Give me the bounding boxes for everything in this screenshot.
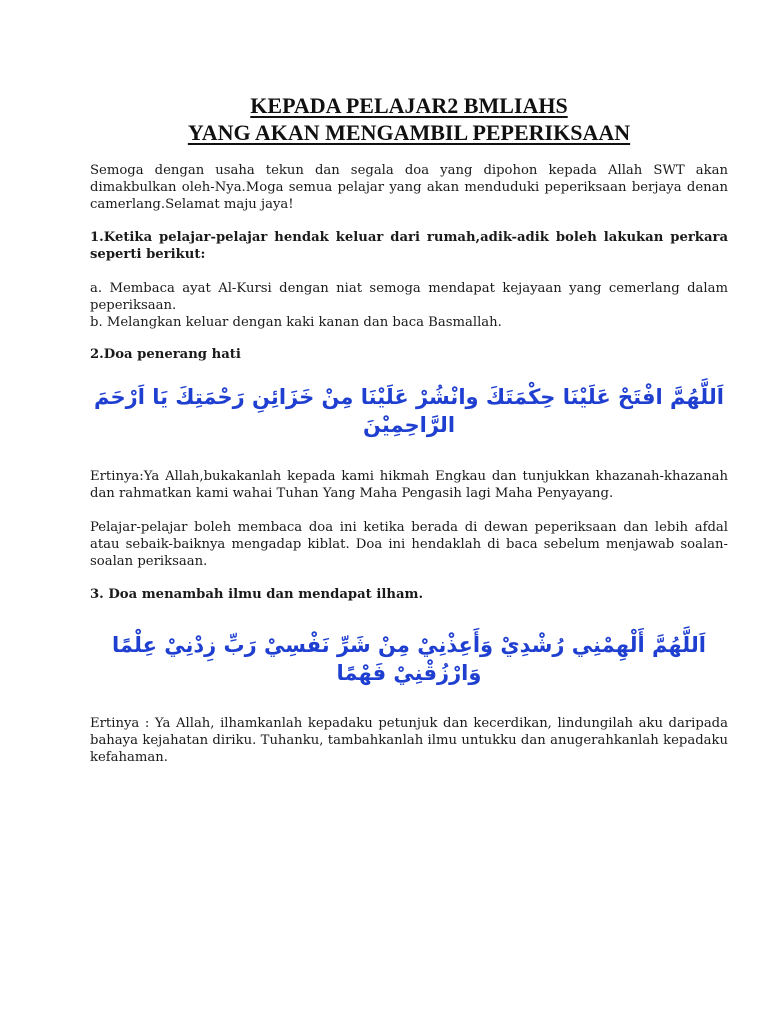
section-2-heading: 2.Doa penerang hati xyxy=(90,347,241,362)
arabic-prayer-1: اَللَّهُمَّ افْتَحْ عَلَيْنَا حِكْمَتَكَ وانْشُرْ عَلَيْنَا مِنْ خَزَائِنِ رَحْمَتِكَ يَا اَرْحَمَ الرَّاحِمِيْنَ xyxy=(94,385,724,437)
arabic-prayer-2: اَللَّهُمَّ أَلْهِمْنِي رُشْدِيْ وَأَعِذْنِيْ مِنْ شَرِّ نَفْسِيْ رَبِّ زِدْنِيْ عِلْمًا وَارْزُقْنِيْ فَهْمًا xyxy=(112,633,706,685)
title-line-2: YANG AKAN MENGAMBIL PEPERIKSAAN xyxy=(187,120,631,145)
section-1-list xyxy=(90,280,728,331)
translation-paragraph-2: Ertinya : Ya Allah, ilhamkanlah kepadaku petunjuk dan kecerdikan, lindungilah aku daripada bahaya kejahatan diriku. Tuhanku, tambahkanlah ilmu untukku dan anugerahkanlah kepadaku kefahaman. xyxy=(90,716,728,765)
section-3-heading: 3. Doa menambah ilmu dan mendapat ilham. xyxy=(90,587,424,602)
intro-paragraph: Semoga dengan usaha tekun dan segala doa yang dipohon kepada Allah SWT akan dimakbulkan oleh-Nya.Moga semua pelajar yang akan menduduki peperiksaan berjaya denan camerlang.Selamat maju jaya! xyxy=(90,163,728,212)
title-line-1: KEPADA PELAJAR2 BMLIAHS xyxy=(250,93,568,118)
note-paragraph: Pelajar-pelajar boleh membaca doa ini ketika berada di dewan peperiksaan dan lebih afdal atau sebaik-baiknya mengadap kiblat. Doa ini hendaklah di baca sebelum menjawab soalan-soalan periksaan. xyxy=(90,520,728,569)
section-1-heading: 1.Ketika pelajar-pelajar hendak keluar dari rumah,adik-adik boleh lakukan perkara seperti berikut: xyxy=(90,230,728,262)
translation-paragraph-1: Ertinya:Ya Allah,bukakanlah kepada kami hikmah Engkau dan tunjukkan khazanah-khazanah dan rahmatkan kami wahai Tuhan Yang Maha Pengasih lagi Maha Penyayang. xyxy=(90,469,728,501)
document-title xyxy=(90,92,728,146)
list-item: a. Membaca ayat Al-Kursi dengan niat semoga mendapat kejayaan yang cemerlang dalam peperiksaan. xyxy=(90,281,728,313)
document-page xyxy=(90,92,728,766)
list-item: b. Melangkan keluar dengan kaki kanan dan baca Basmallah. xyxy=(90,315,502,330)
